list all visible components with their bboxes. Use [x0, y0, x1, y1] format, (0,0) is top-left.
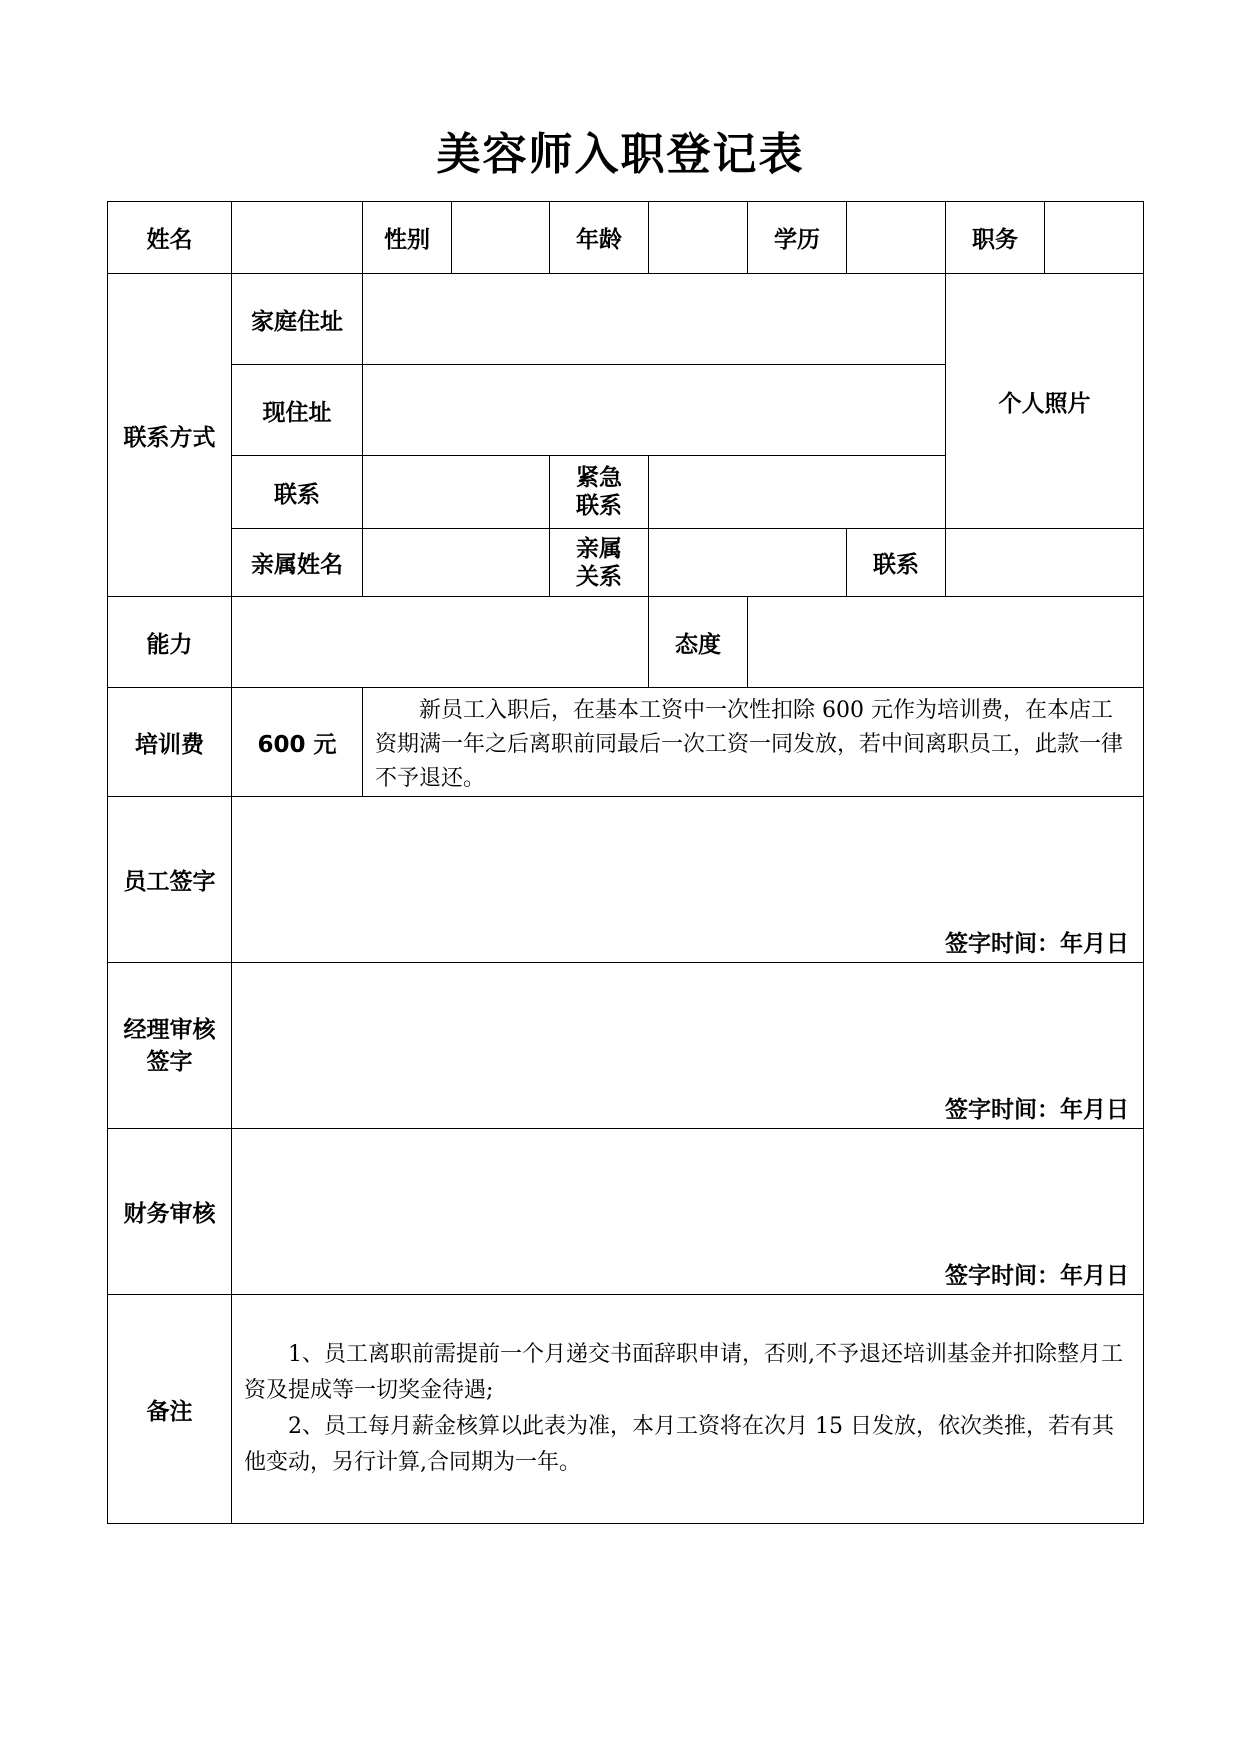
gender-field[interactable] — [452, 202, 550, 274]
relation-label — [550, 529, 649, 597]
employee-signature-row — [108, 797, 1144, 963]
home-address-row — [108, 274, 1144, 365]
remarks-row — [108, 1295, 1144, 1524]
emergency-contact-field[interactable] — [649, 456, 946, 529]
home-address-label: 家庭住址 — [232, 274, 363, 365]
relative-name-label: 亲属姓名 — [232, 529, 363, 597]
employee-sign-time: 签字时间：年月日 — [945, 931, 1129, 957]
gender-label: 性别 — [363, 202, 452, 274]
relation-label-line2: 关系 — [576, 563, 622, 590]
finance-signature-row — [108, 1129, 1144, 1295]
attitude-label: 态度 — [649, 597, 748, 688]
ability-row — [108, 597, 1144, 688]
education-field[interactable] — [847, 202, 946, 274]
remarks-content — [232, 1295, 1144, 1524]
employee-signature-label: 员工签字 — [108, 797, 232, 963]
ability-field[interactable] — [232, 597, 649, 688]
training-fee-amount: 600 元 — [232, 688, 363, 797]
position-label: 职务 — [946, 202, 1045, 274]
home-address-field[interactable] — [363, 274, 946, 365]
attitude-field[interactable] — [748, 597, 1144, 688]
relative-name-field[interactable] — [363, 529, 550, 597]
training-fee-row — [108, 688, 1144, 797]
phone-field[interactable] — [363, 456, 550, 529]
name-label: 姓名 — [108, 202, 232, 274]
current-address-label: 现住址 — [232, 365, 363, 456]
training-fee-label: 培训费 — [108, 688, 232, 797]
contact-section-label: 联系方式 — [108, 274, 232, 597]
emergency-contact-label — [550, 456, 649, 529]
manager-signature-row — [108, 963, 1144, 1129]
employee-signature-field[interactable] — [232, 797, 1144, 963]
emergency-label-line1: 紧急 — [576, 465, 622, 491]
current-address-field[interactable] — [363, 365, 946, 456]
remarks-label: 备注 — [108, 1295, 232, 1524]
education-label: 学历 — [748, 202, 847, 274]
manager-signature-label — [108, 963, 232, 1129]
relation-label-line1: 亲属 — [576, 535, 622, 562]
relative-phone-field[interactable] — [946, 529, 1144, 597]
emergency-label-line2: 联系 — [576, 493, 622, 519]
relation-field[interactable] — [649, 529, 847, 597]
remarks-item-1: 1、员工离职前需提前一个月递交书面辞职申请，否则,不予退还培训基金并扣除整月工资及提成等一切奖金待遇; — [244, 1342, 1123, 1403]
manager-label-line1: 经理审核 — [123, 1016, 216, 1043]
photo-box[interactable]: 个人照片 — [946, 274, 1144, 529]
finance-sign-time: 签字时间：年月日 — [945, 1263, 1129, 1289]
age-label: 年龄 — [550, 202, 649, 274]
finance-signature-field[interactable] — [232, 1129, 1144, 1295]
training-fee-notice — [363, 688, 1144, 797]
registration-form-table — [107, 201, 1144, 1524]
manager-signature-field[interactable] — [232, 963, 1144, 1129]
relative-row — [108, 529, 1144, 597]
relative-phone-label: 联系 — [847, 529, 946, 597]
name-field[interactable] — [232, 202, 363, 274]
remarks-item-2: 2、员工每月薪金核算以此表为准，本月工资将在次月 15 日发放，依次类推，若有其他变动，另行计算,合同期为一年。 — [244, 1414, 1114, 1475]
page-title: 美容师入职登记表 — [436, 129, 805, 180]
manager-sign-time: 签字时间：年月日 — [945, 1097, 1129, 1123]
position-field[interactable] — [1045, 202, 1144, 274]
phone-label: 联系 — [232, 456, 363, 529]
finance-signature-label: 财务审核 — [108, 1129, 232, 1295]
age-field[interactable] — [649, 202, 748, 274]
manager-label-line2: 签字 — [146, 1048, 193, 1075]
basic-info-row — [108, 202, 1144, 274]
training-fee-notice-text: 新员工入职后，在基本工资中一次性扣除 600 元作为培训费，在本店工资期满一年之后离职前同最后一次工资一同发放，若中间离职员工，此款一律不予退还。 — [375, 698, 1124, 791]
ability-label: 能力 — [108, 597, 232, 688]
